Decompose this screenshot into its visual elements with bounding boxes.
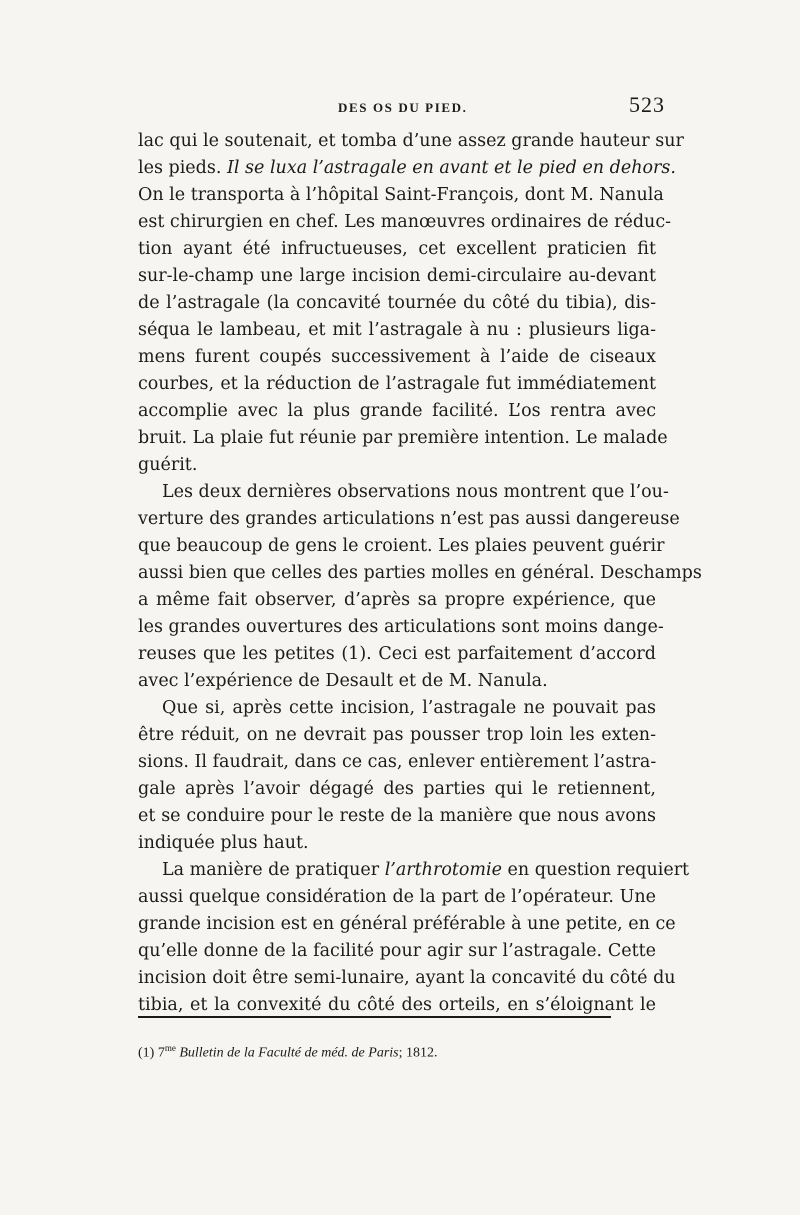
body-text: [138, 128, 702, 1019]
text-line: Que si, après cette incision, l’astragale ne pouvait pas: [162, 698, 656, 718]
text-line: avec l’expérience de Desault et de M. Nanula.: [138, 671, 548, 691]
footnote: [138, 1038, 656, 1064]
text-line: grande incision est en général préférable à une petite, en ce: [138, 914, 676, 934]
text-line: qu’elle donne de la facilité pour agir sur l’astragale. Cette: [138, 941, 656, 961]
text-line: que beaucoup de gens le croient. Les plaies peuvent guérir: [138, 536, 665, 556]
text-line: guérit.: [138, 455, 198, 475]
text-line: verture des grandes articulations n’est pas aussi dangereuse: [138, 509, 680, 529]
text-line: Les deux dernières observations nous montrent que l’ou-: [162, 482, 669, 502]
running-title: DES OS DU PIED.: [338, 100, 468, 115]
text-line: aussi bien que celles des parties molles en général. Deschamps: [138, 563, 702, 583]
text-line: être réduit, on ne devrait pas pousser trop loin les exten-: [138, 725, 656, 745]
text-line: séqua le lambeau, et mit l’astragale à nu : plusieurs liga-: [138, 320, 656, 340]
text-line: indiquée plus haut.: [138, 833, 309, 853]
text-line: accomplie avec la plus grande facilité. L’os rentra avec: [138, 401, 656, 421]
text-line: On le transporta à l’hôpital Saint-François, dont M. Nanula: [138, 185, 664, 205]
text-line: est chirurgien en chef. Les manœuvres ordinaires de réduc-: [138, 212, 672, 232]
footnote-number: 7: [157, 1045, 165, 1061]
text-line: mens furent coupés successivement à l’aide de ciseaux: [138, 347, 656, 367]
footnote-source: Bulletin de la Faculté de méd. de Paris: [179, 1045, 399, 1061]
paragraph-2: [138, 479, 702, 695]
paragraph-3: [138, 695, 656, 857]
italic-text-run: l’arthrotomie: [384, 860, 502, 880]
text-run: les pieds.: [138, 158, 222, 178]
text-line: [138, 155, 676, 182]
text-line: a même fait observer, d’après sa propre expérience, que: [138, 590, 656, 610]
text-line: sur-le-champ une large incision demi-circulaire au-devant: [138, 266, 656, 286]
paragraph-1: [138, 128, 684, 479]
text-line: tibia, et la convexité du côté des orteils, en s’éloignant le: [138, 995, 656, 1015]
text-line: bruit. La plaie fut réunie par première intention. Le malade: [138, 428, 668, 448]
text-line: et se conduire pour le reste de la manière que nous avons: [138, 806, 656, 826]
text-line: reuses que les petites (1). Ceci est parfaitement d’accord: [138, 644, 656, 664]
footnote-marker: (1): [138, 1045, 155, 1061]
text-line: [138, 857, 690, 884]
text-line: sions. Il faudrait, dans ce cas, enlever entièrement l’astra-: [138, 752, 657, 772]
text-line: courbes, et la réduction de l’astragale fut immédiatement: [138, 374, 656, 394]
paragraph-4: [138, 857, 690, 1019]
text-run: en question requiert: [507, 860, 690, 880]
text-line: tion ayant été infructueuses, cet excellent praticien fit: [138, 239, 656, 259]
footnote-year: ; 1812.: [398, 1045, 438, 1061]
text-line: les grandes ouvertures des articulations sont moins dange-: [138, 617, 664, 637]
text-run: La manière de pratiquer: [162, 860, 380, 880]
italic-text-run: Il se luxa l’astragale en avant et le pied en dehors.: [226, 158, 676, 178]
footnote-rule: [138, 1016, 611, 1018]
text-line: de l’astragale (la concavité tournée du côté du tibia), dis-: [138, 293, 656, 313]
footnote-ordinal: me: [164, 1043, 176, 1053]
text-line: lac qui le soutenait, et tomba d’une assez grande hauteur sur: [138, 131, 684, 151]
page-number: 523: [629, 92, 665, 117]
text-line: gale après l’avoir dégagé des parties qui le retiennent,: [138, 779, 656, 799]
text-line: aussi quelque considération de la part de l’opérateur. Une: [138, 887, 656, 907]
running-head: [0, 92, 800, 120]
text-line: incision doit être semi-lunaire, ayant la concavité du côté du: [138, 968, 676, 988]
